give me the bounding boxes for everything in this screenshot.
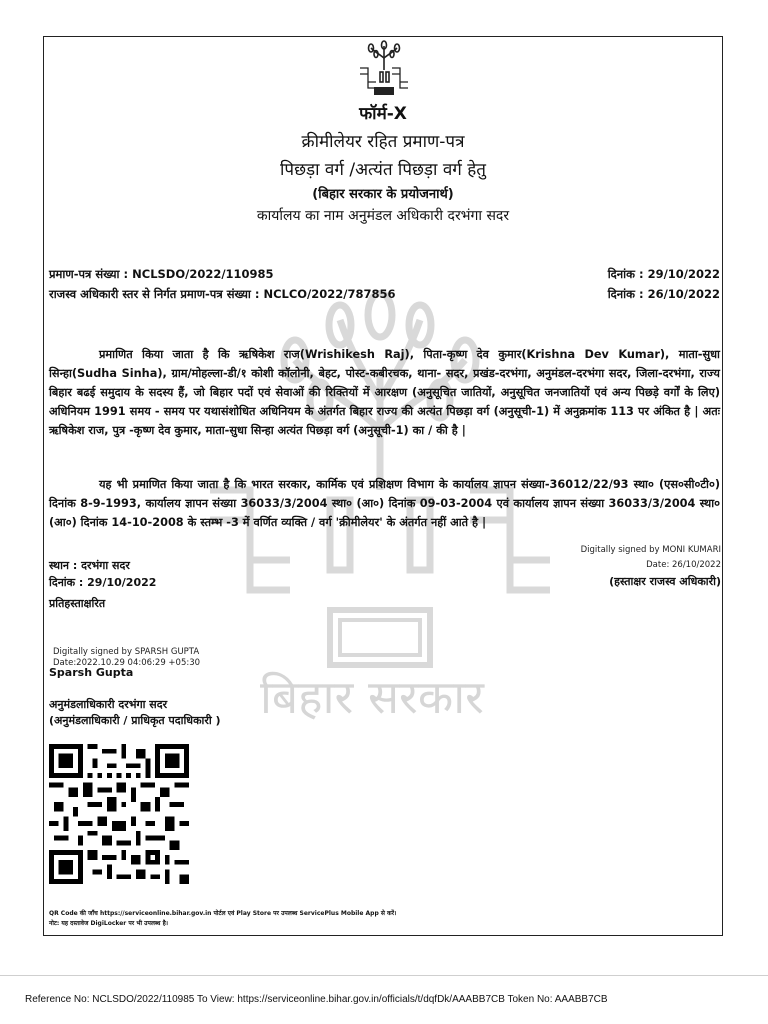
footer-divider xyxy=(0,975,768,976)
revenue-number-row xyxy=(49,287,720,302)
digilocker-note: नोट: यह दस्तावेज DigiLocker पर भी उपलब्ध है। xyxy=(49,920,169,927)
watermark-text: बिहार सरकार xyxy=(260,670,484,724)
bihar-emblem-icon xyxy=(355,40,413,98)
sdo-name: Sparsh Gupta xyxy=(49,666,134,679)
countersigned-label: प्रतिहस्ताक्षरित xyxy=(49,597,106,610)
reference-footer: Reference No: NCLSDO/2022/110985 To View: https://serviceonline.bihar.gov.in/officials/t/dqfDk/AAABB7CB Token No: AAABB7CB xyxy=(25,994,608,1005)
revenue-cert-date: दिनांक : 26/10/2022 xyxy=(607,287,720,301)
cert-date: दिनांक : 29/10/2022 xyxy=(607,267,720,281)
certificate-title: क्रीमीलेयर रहित प्रमाण-पत्र xyxy=(301,132,465,152)
sdo-designation: अनुमंडलाधिकारी दरभंगा सदर xyxy=(49,698,168,711)
form-title: फॉर्म-X xyxy=(359,104,407,124)
office-name: कार्यालय का नाम अनुमंडल अधिकारी दरभंगा सदर xyxy=(256,208,510,224)
revenue-cert-number: राजस्व अधिकारी स्तर से निर्गत प्रमाण-पत्र संख्या : NCLCO/2022/787856 xyxy=(49,287,396,301)
cert-number-row xyxy=(49,267,720,282)
place-date: दिनांक : 29/10/2022 xyxy=(49,576,157,589)
revenue-digital-signature xyxy=(581,545,721,570)
qr-code-icon xyxy=(49,744,189,884)
category-line: पिछड़ा वर्ग /अत्यंत पिछड़ा वर्ग हेतु xyxy=(280,160,486,180)
revenue-officer-designation: (हस्ताक्षर राजस्व अधिकारी) xyxy=(609,575,721,588)
para1-text: प्रमाणित किया जाता है कि ऋषिकेश राज(Wrishikesh Raj), पिता-कृष्ण देव कुमार(Krishna Dev Kumar), माता-सुधा सिन्हा(Sudha Sinha), ग्राम/मोहल्ला-डी/१ कोशी कॉलोनी, बेहट, पोस्ट-कबीरचक, थाना- सदर, प्रखंड-दरभंगा, अनुमंडल-दरभंगा सदर, जिला-दरभंगा, राज्य बिहार बढई समुदाय के सदस्य हैं, जो बिहार पदों एवं सेवाओं की रिक्तियों में आरक्षण (अनुसूचित जातियों, अनुसूचित जनजातियों एवं अन्य पिछड़े वर्गों के लिए) अधिनियम 1991 समय - समय पर यथासंशोधित अधिनियम के अंतर्गत बिहार राज्य की अत्यंत पिछड़ा वर्ग (अनुसूची-1) में अनुक्रमांक 113 पर अंकित है | अतः ऋषिकेश राज, पुत्र -कृष्ण देव कुमार, माता-सुधा सिन्हा अत्यंत पिछड़ा वर्ग (अनुसूची-1) का / की है | xyxy=(49,348,720,437)
sdo-signed-date: Date:2022.10.29 04:06:29 +05:30 xyxy=(53,658,201,668)
sdo-signed-by: Digitally signed by SPARSH GUPTA xyxy=(53,647,200,657)
para2-text: यह भी प्रमाणित किया जाता है कि भारत सरकार, कार्मिक एवं प्रशिक्षण विभाग के कार्यालय ज्ञापन संख्या-36012/22/93 स्था० (एस०सी०टी०) दिनांक 8-9-1993, कार्यालय ज्ञापन संख्या 36033/3/2004 स्था० (आ०) दिनांक 09-03-2004 एवं कार्यालय ज्ञापन संख्या 36033/3/2004 स्था० (आ०) दिनांक 14-10-2008 के स्तम्भ -3 में वर्णित व्यक्ति / वर्ग 'क्रीमीलेयर' के अंतर्गत नहीं आते है | xyxy=(49,478,720,529)
certification-paragraph-1 xyxy=(49,345,720,440)
revenue-signed-date: Date: 26/10/2022 xyxy=(646,560,721,570)
purpose-line: (बिहार सरकार के प्रयोजनार्थ) xyxy=(312,187,454,202)
place: स्थान : दरभंगा सदर xyxy=(49,559,130,572)
qr-verification-note: QR Code की जाँच https://serviceonline.bihar.gov.in पोर्टल एवं Play Store पर उपलब्ध ServicePlus Mobile App से करें। xyxy=(49,910,397,917)
revenue-signed-by: Digitally signed by MONI KUMARI xyxy=(580,545,721,555)
certification-paragraph-2 xyxy=(49,475,720,532)
sdo-authority: (अनुमंडलाधिकारी / प्राधिकृत पदाधिकारी ) xyxy=(49,714,221,727)
cert-number: प्रमाण-पत्र संख्या : NCLSDO/2022/110985 xyxy=(49,267,274,281)
